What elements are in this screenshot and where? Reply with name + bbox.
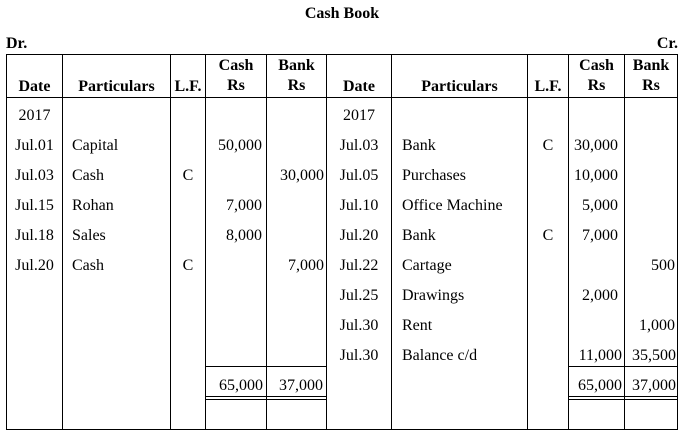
credit-row-particulars: Cartage [402,257,452,274]
credit-row-cash: 11,000 [578,347,622,364]
credit-row-particulars: Bank [402,227,436,244]
debit-row-particulars: Capital [72,137,119,154]
debit-row-bank: 30,000 [280,167,324,184]
debit-row-bank: 7,000 [288,257,324,274]
credit-row-particulars: Purchases [402,167,466,184]
debit-row-date: Jul.18 [15,227,54,244]
debit-label: Dr. [6,35,28,52]
credit-row-particulars: Rent [402,317,433,334]
credit-label: Cr. [656,35,678,52]
credit-row-cash: 5,000 [582,197,618,214]
credit-total-bank: 37,000 [632,377,676,394]
debit-row-cash: 50,000 [218,137,262,154]
credit-lf-header: L.F. [534,78,562,95]
credit-row-date: Jul.10 [339,197,379,214]
credit-row-date: Jul.30 [339,347,379,364]
credit-row-date: Jul.30 [339,317,379,334]
debit-lf-header: L.F. [174,78,202,95]
credit-row-particulars: Balance c/d [402,347,478,364]
credit-cash-unit: Rs [587,77,606,94]
credit-row-particulars: Office Machine [402,197,503,214]
credit-row-bank: 1,000 [639,317,675,334]
debit-row-particulars: Sales [72,227,106,244]
credit-row-date: Jul.05 [339,167,379,184]
credit-row-particulars: Bank [402,137,436,154]
credit-row-date: Jul.22 [339,257,379,274]
credit-row-bank: 35,500 [632,347,676,364]
credit-row-cash: 7,000 [582,227,618,244]
debit-year: 2017 [18,107,51,124]
debit-cash-header: Cash [218,57,254,74]
credit-particulars-header: Particulars [421,78,498,95]
credit-bank-header: Bank [632,57,670,74]
debit-total-cash: 65,000 [219,377,263,394]
credit-row-lf: C [542,137,554,154]
credit-row-date: Jul.03 [339,137,379,154]
credit-bank-unit: Rs [642,77,660,94]
debit-cash-unit: Rs [227,77,245,94]
credit-row-cash: 10,000 [574,167,618,184]
page-title: Cash Book [304,5,380,22]
debit-row-lf: C [182,257,194,274]
debit-row-date: Jul.03 [15,167,54,184]
credit-row-date: Jul.25 [339,287,379,304]
debit-row-particulars: Cash [72,257,104,274]
credit-row-cash: 2,000 [582,287,618,304]
debit-row-cash: 7,000 [226,197,262,214]
credit-total-cash: 65,000 [578,377,622,394]
debit-row-lf: C [182,167,194,184]
debit-row-particulars: Cash [72,167,104,184]
debit-row-cash: 8,000 [226,227,262,244]
debit-bank-header: Bank [278,57,315,74]
debit-row-date: Jul.15 [15,197,54,214]
debit-row-date: Jul.01 [15,137,54,154]
debit-bank-unit: Rs [287,77,306,94]
credit-row-lf: C [542,227,554,244]
debit-row-date: Jul.20 [15,257,54,274]
credit-row-particulars: Drawings [402,287,465,304]
credit-date-header: Date [343,78,375,95]
credit-year: 2017 [343,107,375,124]
debit-particulars-header: Particulars [78,78,155,95]
debit-date-header: Date [18,78,51,95]
credit-row-bank: 500 [651,257,675,274]
debit-total-bank: 37,000 [279,377,323,394]
credit-row-cash: 30,000 [574,137,618,154]
debit-row-particulars: Rohan [72,197,114,214]
credit-cash-header: Cash [579,57,614,74]
credit-row-date: Jul.20 [339,227,379,244]
